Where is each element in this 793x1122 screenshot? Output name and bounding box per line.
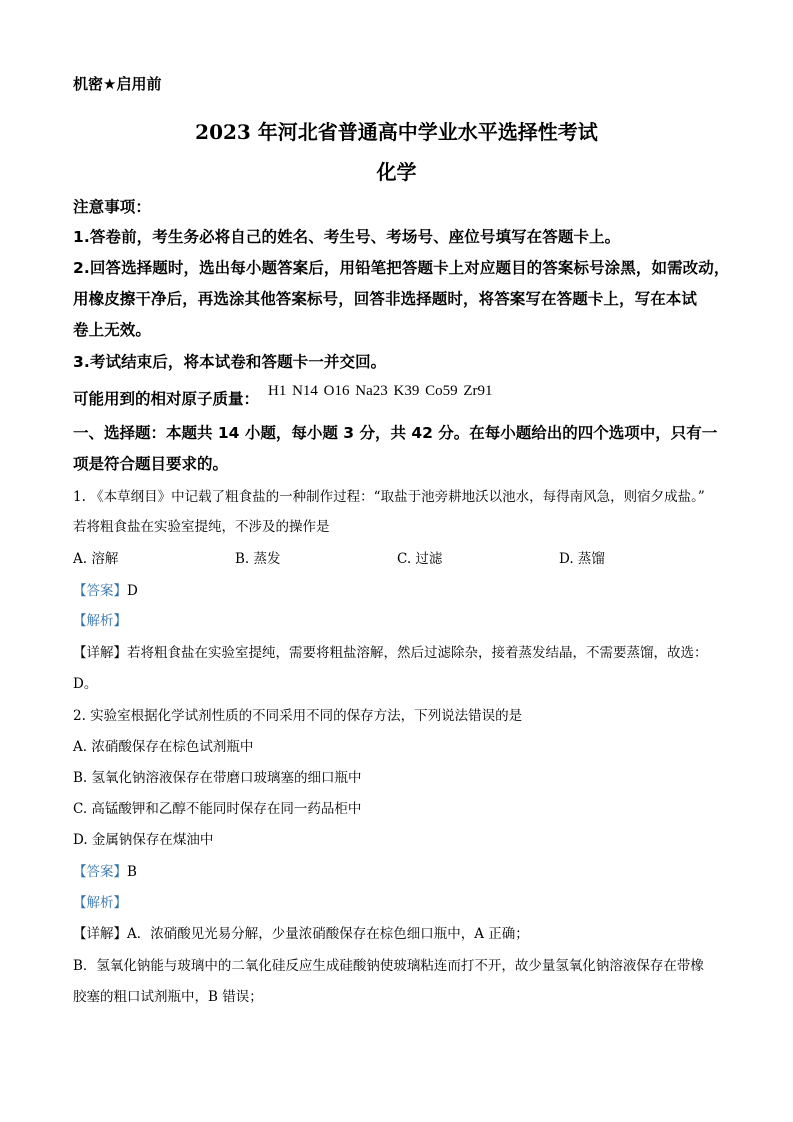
q1-answer-value: D: [127, 583, 138, 599]
atomic-mass-values: H1 N14 O16 Na23 K39 Co59 Zr91: [268, 383, 493, 399]
q2-answer: [73, 860, 137, 880]
q2-answer-tag: 【答案】: [73, 864, 127, 880]
q2-option-b: B. 氢氧化钠溶液保存在带磨口玻璃塞的细口瓶中: [73, 770, 362, 786]
exam-title: 2023 年河北省普通高中学业水平选择性考试: [195, 120, 598, 144]
q2-stem: 2. 实验室根据化学试剂性质的不同采用不同的保存方法，下列说法错误的是: [73, 708, 523, 724]
q2-analysis-tag: 【解析】: [73, 895, 127, 911]
q2-detail-line-1: [73, 922, 529, 942]
q1-analysis-tag: 【解析】: [73, 613, 127, 629]
notes-heading: 注意事项：: [73, 198, 152, 216]
q1-detail-tag: 【详解】: [73, 645, 127, 661]
q1-option-a: A. 溶解: [73, 551, 119, 567]
q1-stem-line-2: 若将粗食盐在实验室提纯，不涉及的操作是: [73, 519, 330, 535]
section-heading-line-1: 一、选择题：本题共 14 小题，每小题 3 分，共 42 分。在每小题给出的四个选项中，只有一: [73, 424, 718, 442]
q1-answer: [73, 579, 138, 599]
q2-detail-tag: 【详解】: [73, 926, 127, 942]
q1-stem-line-1: 1. 《本草纲目》中记载了粗食盐的一种制作过程：“取盐于池旁耕地沃以池水，每得南风急，则宿夕成盐。”: [73, 489, 705, 505]
q1-option-d: D. 蒸馏: [559, 551, 605, 567]
q2-option-c: C. 高锰酸钾和乙醇不能同时保存在同一药品柜中: [73, 801, 362, 817]
q1-answer-tag: 【答案】: [73, 583, 127, 599]
q1-option-c: C. 过滤: [397, 551, 443, 567]
note-item-1: 1.答卷前，考生务必将自己的姓名、考生号、考场号、座位号填写在答题卡上。: [73, 228, 621, 246]
note-item-2-line-3: 卷上无效。: [73, 321, 152, 339]
q2-answer-value: B: [127, 864, 137, 880]
note-item-3: 3.考试结束后，将本试卷和答题卡一并交回。: [73, 353, 387, 371]
q2-analysis: [73, 891, 127, 911]
q2-detail-line-3: 胶塞的粗口试剂瓶中，B 错误；: [73, 989, 263, 1005]
note-item-2-line-2: 用橡皮擦干净后，再选涂其他答案标号，回答非选择题时，将答案写在答题卡上，写在本试: [73, 290, 698, 308]
note-item-2-line-1: 2.回答选择题时，选出每小题答案后，用铅笔把答题卡上对应题目的答案标号涂黑，如需改动，: [73, 259, 730, 277]
q2-detail-text: A．浓硝酸见光易分解，少量浓硝酸保存在棕色细口瓶中，A 正确；: [127, 926, 529, 942]
q1-analysis: [73, 609, 127, 629]
q1-detail-line-2: D。: [73, 676, 98, 692]
exam-subject: 化学: [376, 160, 417, 184]
atomic-mass-label: 可能用到的相对原子质量：: [73, 390, 260, 408]
q2-detail-line-2: B．氢氧化钠能与玻璃中的二氧化硅反应生成硅酸钠使玻璃粘连而打不开，故少量氢氧化钠溶液保存在带橡: [73, 958, 704, 974]
confidential-label: 机密★启用前: [73, 75, 162, 93]
q1-option-b: B. 蒸发: [235, 551, 281, 567]
q2-option-a: A. 浓硝酸保存在棕色试剂瓶中: [73, 739, 254, 755]
q2-option-d: D. 金属钠保存在煤油中: [73, 832, 214, 848]
q1-detail-text: 若将粗食盐在实验室提纯，需要将粗盐溶解，然后过滤除杂，接着蒸发结晶，不需要蒸馏，故选：: [127, 645, 708, 661]
q1-detail-line-1: [73, 641, 708, 661]
section-heading-line-2: 项是符合题目要求的。: [73, 455, 229, 473]
